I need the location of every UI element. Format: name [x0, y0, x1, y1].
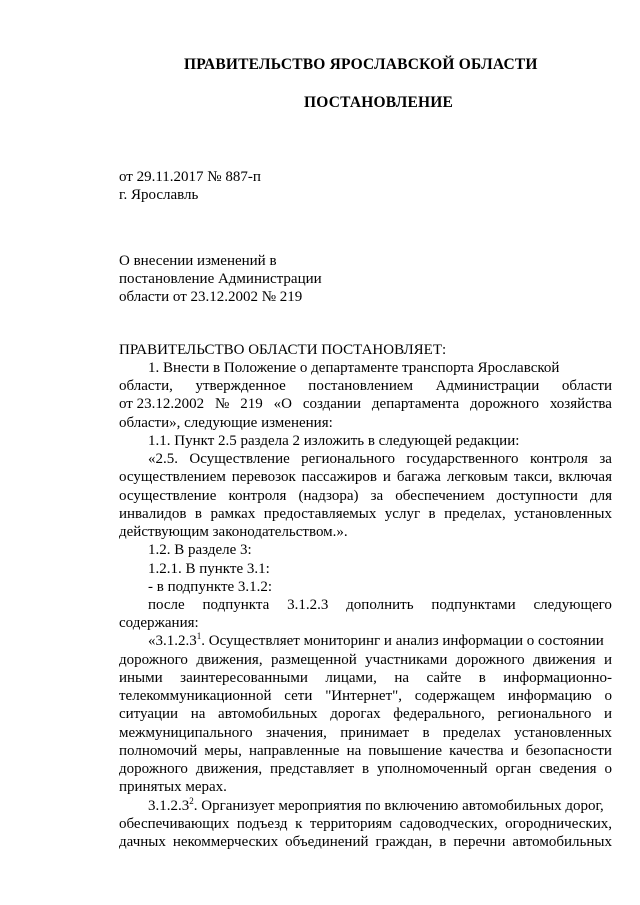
- text-word: перечни: [453, 834, 506, 850]
- text-word: "Интернет",: [325, 688, 402, 704]
- document-type-heading: ПОСТАНОВЛЕНИЕ: [304, 94, 454, 111]
- text-word: после: [148, 597, 185, 613]
- text-word: 219: [240, 396, 263, 412]
- text-word: перевозок: [231, 469, 296, 485]
- text-word: огороднических,: [505, 816, 612, 832]
- text-word: размещенной: [270, 652, 357, 668]
- text-word: в: [428, 506, 436, 522]
- text-word: действующим законодательством.».: [119, 524, 348, 540]
- text-word: дорогах: [330, 706, 381, 722]
- text-word: сайте: [426, 670, 462, 686]
- text-word: принимает: [340, 725, 410, 741]
- text-word: дорожного: [119, 652, 188, 668]
- text-line: [148, 450, 612, 468]
- text-word: о: [604, 761, 612, 777]
- text-word: и: [510, 743, 519, 759]
- text-line: [148, 541, 252, 559]
- text-word: за: [370, 488, 384, 504]
- text-line: [148, 359, 559, 377]
- subject-line-2: постановление Администрации: [119, 271, 322, 287]
- text-word: сведения: [539, 761, 597, 777]
- text-word: (надзора): [298, 488, 359, 504]
- text-line: [148, 596, 612, 614]
- text-word: орган: [495, 761, 532, 777]
- text-word: дорожного: [470, 396, 539, 412]
- text-word: - в подпункте 3.1.2:: [148, 579, 273, 595]
- text-word: сети: [284, 688, 313, 704]
- text-word: направленные: [248, 743, 340, 759]
- text-line: [119, 778, 227, 796]
- text-word: 1.1. Пункт 2.5 раздела 2 изложить в следующей редакции:: [148, 433, 520, 449]
- text-word: на: [394, 670, 409, 686]
- text-word: 3.1.2.3: [287, 597, 329, 613]
- text-word: в: [422, 725, 430, 741]
- text-word: для: [589, 488, 612, 504]
- text-word: создании: [302, 396, 362, 412]
- subject-line-1: О внесении изменений в: [119, 253, 277, 269]
- text-line: [119, 414, 333, 432]
- text-word: государственного: [406, 451, 519, 467]
- text-word: о: [604, 688, 612, 704]
- text-word: полномочий: [119, 743, 198, 759]
- text-word: представляет: [270, 761, 355, 777]
- text-word: области», следующие изменения:: [119, 415, 333, 431]
- text-word: и: [603, 706, 612, 722]
- text-word: включая: [558, 469, 612, 485]
- text-word: пассажиров: [301, 469, 377, 485]
- text-word: уполномоченный: [377, 761, 488, 777]
- subpoint-3-1-2-3-2-first-line: [148, 797, 604, 815]
- text-word: дополнить: [346, 597, 414, 613]
- text-word: меры,: [204, 743, 242, 759]
- text-line: [119, 487, 612, 505]
- text-word: 1.2.1. В пункте 3.1:: [148, 561, 270, 577]
- subpoint-number: «3.1.2.3: [148, 633, 197, 649]
- text-word: в: [439, 834, 447, 850]
- text-word: Осуществление: [189, 451, 290, 467]
- text-line: [119, 651, 612, 669]
- text-word: территориям: [309, 816, 392, 832]
- text-line: [119, 742, 612, 760]
- text-word: содержащем: [414, 688, 496, 704]
- text-word: федерального,: [393, 706, 485, 722]
- text-word: заинтересованными: [180, 670, 308, 686]
- text-line: [119, 523, 348, 541]
- text-word: повышение: [368, 743, 442, 759]
- text-line: [119, 687, 612, 705]
- text-word: от 23.12.2002: [119, 396, 205, 412]
- text-word: участниками: [365, 652, 448, 668]
- text-word: автомобильных: [512, 834, 612, 850]
- text-word: багажа: [396, 469, 441, 485]
- text-line: [119, 614, 199, 632]
- text-word: движения: [533, 652, 596, 668]
- text-word: в: [362, 761, 370, 777]
- text-word: к: [295, 816, 303, 832]
- text-word: подъезд: [236, 816, 288, 832]
- text-line: [119, 724, 612, 742]
- text-word: ситуации: [119, 706, 179, 722]
- date-number: от 29.11.2017 № 887-п: [119, 169, 261, 185]
- text-word: контроля: [529, 451, 588, 467]
- text-word: №: [215, 396, 230, 412]
- text-word: безопасности: [525, 743, 612, 759]
- text-word: «О: [273, 396, 292, 412]
- text-word: движения,: [195, 761, 263, 777]
- text-word: иными: [119, 670, 163, 686]
- text-word: осуществлением: [119, 469, 226, 485]
- text-word: за: [599, 451, 612, 467]
- text-word: значения,: [265, 725, 327, 741]
- text-line: [119, 833, 612, 851]
- text-line: [119, 377, 612, 395]
- text-word: информационно-: [503, 670, 612, 686]
- text-word: утвержденное: [195, 378, 286, 394]
- text-word: обеспечением: [395, 488, 485, 504]
- subpoint-number: 3.1.2.3: [148, 798, 190, 814]
- text-line: [119, 395, 612, 413]
- text-word: инвалидов: [119, 506, 187, 522]
- text-word: регионального: [497, 706, 592, 722]
- text-word: рамках: [210, 506, 256, 522]
- text-line: [148, 432, 519, 450]
- text-word: области: [561, 378, 612, 394]
- decree-line: ПРАВИТЕЛЬСТВО ОБЛАСТИ ПОСТАНОВЛЯЕТ:: [119, 342, 447, 358]
- text-word: дорожного: [455, 652, 525, 668]
- subject-line-3: области от 23.12.2002 № 219: [119, 289, 303, 305]
- text-word: «2.5.: [148, 451, 178, 467]
- text-word: такси,: [513, 469, 553, 485]
- text-word: и: [603, 652, 612, 668]
- subpoint-3-1-2-3-1-first-line: [148, 632, 604, 650]
- text-word: садоводческих,: [399, 816, 498, 832]
- text-line: [119, 669, 612, 687]
- text-word: услуг: [384, 506, 421, 522]
- text-word: лицами,: [325, 670, 377, 686]
- subpoint-superscript: 2: [189, 796, 194, 806]
- text-word: департамента: [371, 396, 460, 412]
- text-line: [119, 468, 612, 486]
- text-word: и: [382, 469, 391, 485]
- text-word: в: [478, 670, 486, 686]
- text-word: подпунктами: [431, 597, 516, 613]
- text-word: обеспечивающих: [119, 816, 230, 832]
- text-word: установленных: [514, 506, 612, 522]
- text-word: доступности: [496, 488, 578, 504]
- text-word: телекоммуникационной: [119, 688, 272, 704]
- text-word: 1. Внести в Положение о департаменте транспорта Ярославской: [148, 360, 560, 376]
- text-word: некоммерческих: [172, 834, 279, 850]
- text-word: дорожного: [119, 761, 188, 777]
- text-word: автомобильных: [218, 706, 318, 722]
- text-word: осуществление: [119, 488, 217, 504]
- text-word: качества: [449, 743, 504, 759]
- text-word: пределах,: [444, 506, 506, 522]
- subpoint-superscript: 1: [196, 631, 202, 641]
- text-line: [119, 505, 612, 523]
- text-word: дачных: [119, 834, 166, 850]
- subpoint-text: . Организует мероприятия по включению автомобильных дорог,: [193, 798, 604, 814]
- text-word: объединений: [285, 834, 369, 850]
- text-word: постановлением: [308, 378, 414, 394]
- text-word: межмуниципального: [119, 725, 253, 741]
- text-word: установленных: [514, 725, 612, 741]
- text-word: пределах: [442, 725, 501, 741]
- text-line: [148, 560, 270, 578]
- text-word: содержания:: [119, 615, 199, 631]
- subpoint-text: . Осуществляет мониторинг и анализ информации о состоянии: [201, 633, 604, 649]
- text-line: [119, 705, 612, 723]
- text-word: области,: [119, 378, 173, 394]
- text-word: хозяйства: [549, 396, 612, 412]
- text-word: граждан,: [375, 834, 433, 850]
- text-word: информацию: [507, 688, 592, 704]
- government-heading: ПРАВИТЕЛЬСТВО ЯРОСЛАВСКОЙ ОБЛАСТИ: [184, 56, 538, 73]
- text-word: следующего: [533, 597, 612, 613]
- text-word: на: [346, 743, 362, 759]
- text-word: на: [190, 706, 206, 722]
- text-line: [119, 760, 612, 778]
- city: г. Ярославль: [119, 187, 199, 203]
- text-line: [148, 578, 272, 596]
- text-word: легковым: [446, 469, 508, 485]
- text-word: подпункта: [202, 597, 270, 613]
- text-line: [119, 815, 612, 833]
- text-word: Администрации: [435, 378, 540, 394]
- text-word: контроля: [228, 488, 287, 504]
- text-word: предоставляемых: [263, 506, 377, 522]
- text-word: 1.2. В разделе 3:: [148, 542, 252, 558]
- text-word: в: [194, 506, 203, 522]
- text-word: регионального: [301, 451, 395, 467]
- text-word: принятых мерах.: [119, 779, 227, 795]
- text-word: движения,: [196, 652, 263, 668]
